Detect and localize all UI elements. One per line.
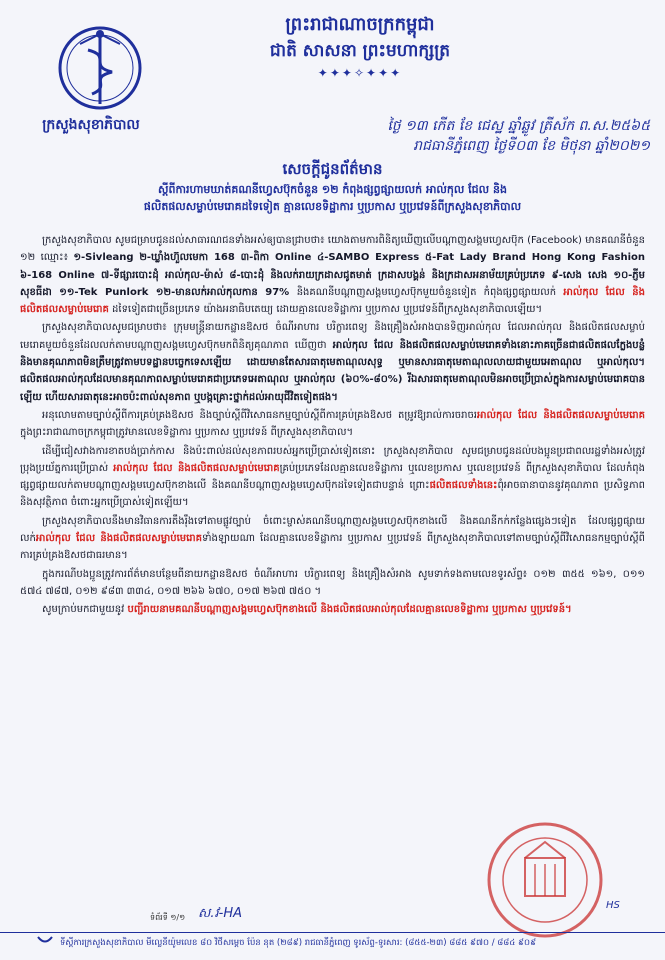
paragraph-7 bbox=[20, 601, 645, 618]
paragraph-3-intro: អនុលោមតាមច្បាប់ស្ដីពីការគ្រប់គ្រងឱសថ និងច្បាប់ស្ដីពីវិសោធនកម្មច្បាប់ស្ដីពីការគ្រប់គ្រងឱសថ តម្រូវឱ្យរាល់ការចរាចរ bbox=[42, 409, 477, 421]
email-icon bbox=[36, 934, 54, 948]
attachment-note: បញ្ជីរាយនាមគណនីបណ្ដាញសង្គមហ្វេសប៊ុកខាងលើ និងផលិតផលអាល់កុលដែលគ្មានលេខទិដ្ឋាការ ឬប្រកាស ឬប្រវេទន៍។ bbox=[127, 604, 572, 616]
solar-date: រាជធានីភ្នំពេញ ថ្ងៃទី០៣ ខែ មិថុនា ឆ្នាំ២០២១ bbox=[413, 138, 650, 154]
caduceus-logo-icon bbox=[52, 20, 148, 116]
official-seal-icon bbox=[470, 820, 620, 940]
date-block bbox=[300, 116, 650, 156]
paragraph-2 bbox=[20, 319, 645, 405]
paragraph-4-mid: គ្រប់ប្រភេទដែលគ្មានលេខទិដ្ឋាការ ឬលេខប្រកាស ឬលេខប្រវេទន៍ ពីក្រសួងសុខាភិបាល ដែលកំពុងផ្សព្វផ្សាយលក់តាមបណ្ដាញសង្គមហ្វេសប៊ុកខាងលើ និងគណនីបណ្ដាញសង្គមហ្វេសប៊ុកដទៃទៀតជាបន្ទាន់ ព្រោះ bbox=[20, 462, 645, 492]
highlight-products-3: អាល់កុល ជែល និងផលិតផលសម្លាប់មេរោគ bbox=[113, 462, 280, 474]
paragraph-4 bbox=[20, 443, 645, 512]
paragraph-5-intro: ក្រសួងសុខាភិបាលនឹងមានវិធានការតឹងរ៉ឹងទៅតាមផ្លូវច្បាប់ ចំពោះម្ចាស់គណនីបណ្ដាញសង្គមហ្វេសប៊ុកខាងលើ និងគណនីកក់កន្លែងផ្សេងៗទៀត ដែលផ្សព្វផ្សាយលក់ bbox=[20, 515, 645, 545]
footer-divider bbox=[0, 932, 665, 933]
paragraph-2-finding: អាល់កុល ជែល និងផលិតផលសម្លាប់មេរោគទាំងនោះភាគច្រើនជាផលិតផលក្លែងបន្លំ និងមានគុណភាពមិនត្រឹមត្រូវតាមបទដ្ឋានបច្ចេកទេសឡើយ ដោយមានតែសារធាតុមេតាណុលសុទ្ធ ឬមានសារធាតុមេតាណុលលាយជាមួយអេតាណុល ឬអាល់កុល។ ផលិតផលអាល់កុលដែលមានគុណភាពសម្លាប់មេរោគជាប្រភេទអេតាណុល ឬអាល់កុល (៦០%-៨០%) រីឯសារធាតុមេតាណុលមិនអាចប្រើប្រាស់ក្នុងការសម្លាប់មេរោគបានឡើយ ហើយសារធាតុនេះអាចប៉ះពាល់សុខភាព ឬបង្កគ្រោះថ្នាក់ដល់អាយុជីវិតទៀតផង។ bbox=[20, 339, 645, 403]
document-body bbox=[20, 232, 645, 620]
paragraph-1-end: ដទៃទៀតជាច្រើនប្រភេទ យ៉ាងអនាធិបតេយ្យ ដោយគ្មានលេខទិដ្ឋាការ ឬប្រកាស ឬប្រវេទន៍ពីក្រសួងសុខាភិបាលឡើយ។ bbox=[108, 304, 543, 316]
page-number: ទំព័រទី ១/១ bbox=[150, 913, 186, 922]
paragraph-1-mid: និងគណនីបណ្ដាញសង្គមហ្វេសប៊ុកមួយចំនួនទៀត កំពុងផ្សព្វផ្សាយលក់ bbox=[296, 286, 564, 298]
contact-phones: ក្នុងករណីបងប្អូនត្រូវការព័ត៌មានបន្ថែមពីនាយកដ្ឋានឱសថ ចំណីអាហារ បរិក្ខារពេទ្យ និងគ្រឿងសំអាង សូមទាក់ទងតាមលេខទូរស័ព្ទ៖ ០១២ ៣៥៥ ១៦១, ០១១ ៥៧៤ ៧៨៧, ០១២ ៩៨៣ ៣៣៤, ០១៧ ២៦៦ ៦៧០, ០១៧ ២៦៧ ៧៥០ ។ bbox=[20, 568, 645, 597]
paragraph-5 bbox=[20, 513, 645, 565]
signature: ស.វ-HA bbox=[198, 906, 242, 921]
paragraph-1-intro: ក្រសួងសុខាភិបាល សូមជម្រាបជូនដល់សាធារណជនទាំងអស់ឲ្យបានជ្រាបថា៖ យោងតាមការពិនិត្យឃើញលើបណ្ដាញសង្គមហ្វេសប៊ុក (Facebook) មានគណនីចំនួន ១២ ឈ្មោះ៖ bbox=[20, 235, 645, 264]
national-motto: ជាតិ សាសនា ព្រះមហាក្សត្រ bbox=[269, 41, 451, 61]
paragraph-6 bbox=[20, 566, 645, 601]
document-title: សេចក្ដីជូនព័ត៌មាន bbox=[282, 160, 383, 178]
initials: HS bbox=[606, 900, 620, 911]
highlight-products-2: អាល់កុល ជែល និងផលិតផលសម្លាប់មេរោគ bbox=[476, 409, 645, 421]
paragraph-2-intro: ក្រសួងសុខាភិបាលសូមជម្រាបថា៖ ក្រុមមន្ត្រីនាយកដ្ឋានឱសថ ចំណីអាហារ បរិក្ខារពេទ្យ និងគ្រឿងសំអាងបានទិញអាល់កុល ជែលអាល់កុល និងផលិតផលសម្លាប់មេរោគមួយចំនួនដែលលក់តាមបណ្ដាញសង្គមហ្វេសប៊ុកមកពិនិត្យគុណភាព ឃើញថា bbox=[20, 322, 645, 351]
kingdom-name: ព្រះរាជាណាចក្រកម្ពុជា bbox=[285, 14, 435, 35]
subject-line-1: ស្ដីពីការហាមឃាត់គណនីហ្វេសប៊ុកចំនួន ១២ កំពុងផ្សព្វផ្សាយលក់ អាល់កុល ជែល និង bbox=[158, 183, 507, 196]
subject-line-2: ផលិតផលសម្លាប់មេរោគដទៃទៀត គ្មានលេខទិដ្ឋាការ ឬប្រកាស ឬប្រវេទន៍ពីក្រសួងសុខាភិបាល bbox=[143, 200, 522, 213]
paragraph-3-end: ក្នុងព្រះរាជាណាចក្រកម្ពុជាត្រូវមានលេខទិដ្ឋាការ ឬប្រកាស ឬប្រវេទន៍ ពីក្រសួងសុខាភិបាល។ bbox=[20, 427, 354, 439]
footer-address: ទីស្ដីការក្រសួងសុខាភិបាល មីល្លេនីយ៉ូមលេខ ៨០ វិថីសម្ដេច ប៉ែន នុត (២៨៩) រាជធានីភ្នំពេញ ទូរស័ព្ទ-ទូរសារ: (៨៥៥-២៣) ៨៨៥ ៩៧០ / ៨៨៤ ៩០៩ bbox=[60, 938, 537, 948]
document-subject bbox=[20, 181, 645, 215]
letterhead bbox=[210, 12, 510, 80]
paragraph-5-end: ទាំងឡាយណា ដែលគ្មានលេខទិដ្ឋាការ ឬប្រកាស ឬប្រវេទន៍ ពីក្រសួងសុខាភិបាលទៅតាមច្បាប់ស្ដីពីវិសោធនកម្មច្បាប់ស្ដីពីការគ្រប់គ្រងឱសថជាធរមាន។ bbox=[20, 533, 645, 562]
attachment-intro: សូមក្រាប់មកជាមួយនូវ bbox=[42, 604, 128, 616]
paragraph-4-end: ពុំអាចធានាបាននូវគុណភាព ប្រសិទ្ធភាព និងសុវត្ថិភាព ចំពោះអ្នកប្រើប្រាស់ទៀតឡើយ។ bbox=[20, 480, 645, 509]
paragraph-1 bbox=[20, 232, 645, 318]
lunar-date: ថ្ងៃ ១៣ កើត ខែ ជេស្ឋ ឆ្នាំឆ្លូវ ត្រីស័ក ព.ស.២៥៦៥ bbox=[387, 118, 650, 134]
ministry-name: ក្រសួងសុខាភិបាល bbox=[42, 117, 140, 133]
highlight-products-4: ផលិតផលទាំងនេះ bbox=[429, 480, 498, 492]
highlight-products-1: អាល់កុល ជែល និងផលិតផលសម្លាប់មេរោគ bbox=[20, 286, 645, 316]
decorative-divider-icon: ✦✦✦✧✦✦✦ bbox=[317, 66, 403, 80]
account-list: ១-Sivleang ២-ឃ្លាំងហ៊ួលមេកា 168 ៣-ពិកា Online ៤-SAMBO Express ៥-Fat Lady Brand Hong Kong Fashion ៦-168 Online ៧-ទីផ្សារបោះដុំ អាល់កុល-ម៉ាស់ ៨-បោះដុំ និងលក់រាយក្រដាសជូតមាត់ ក្រដាសបង្គន់ និងក្រដាសអនាម័យគ្រប់ប្រភេទ ៩-សេង សេង ១០-ភ្ញីម សុខធីដា ១១-Tek Punlork ១២-មានលក់អាល់កុលកាន ​97% bbox=[20, 252, 646, 298]
highlight-products-5: អាល់កុល ជែល និងផលិតផលសម្លាប់មេរោគ bbox=[35, 533, 202, 545]
paragraph-4-intro: ដើម្បីជៀសវាងការខាតបង់ប្រាក់កាស និងប៉ះពាល់ដល់សុខភាពរបស់អ្នកប្រើប្រាស់ទៀតនោះ ក្រសួងសុខាភិបាល សូមជម្រាបជូនដល់បងប្អូនប្រជាពលរដ្ឋទាំងអស់ត្រូវប្រុងប្រយ័ត្នការប្រើប្រាស់ bbox=[20, 445, 645, 474]
paragraph-3 bbox=[20, 407, 645, 442]
